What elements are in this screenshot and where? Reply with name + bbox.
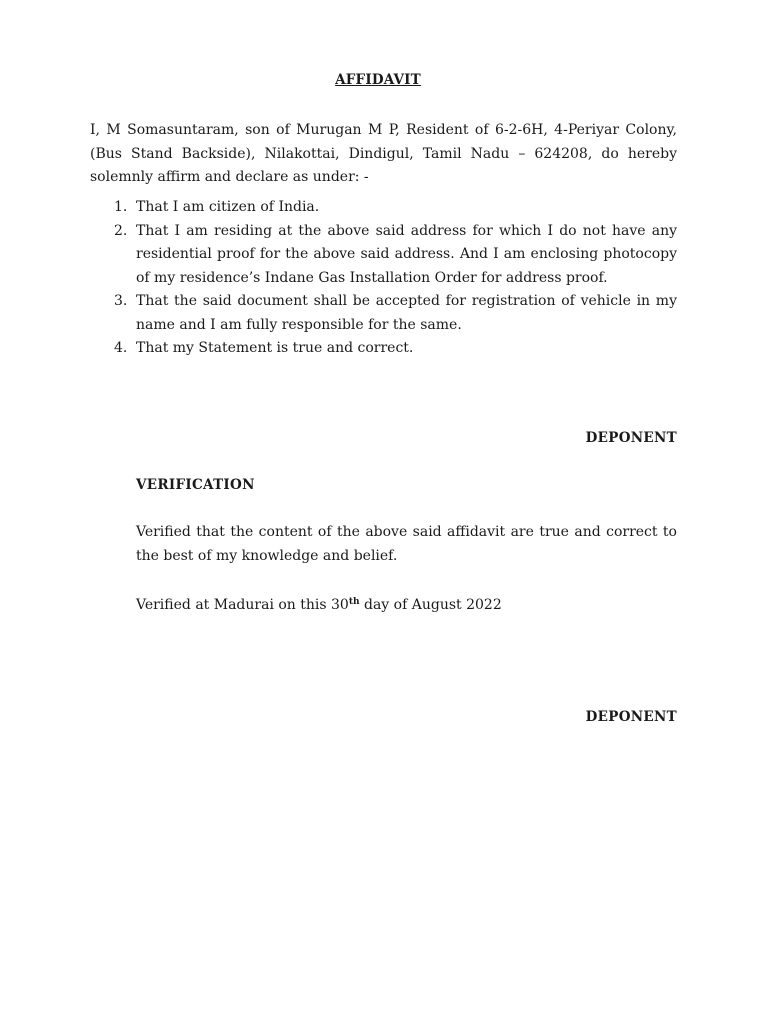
- list-item-text: That the said document shall be accepted for registration of vehicle in my name and I am fully responsible for the same.: [136, 293, 677, 333]
- verification-heading: VERIFICATION: [136, 477, 255, 493]
- title-text: AFFIDAVIT: [335, 72, 421, 88]
- list-item: [90, 220, 677, 291]
- verification-place-suffix: day of August 2022: [359, 597, 502, 613]
- list-item: [90, 290, 677, 337]
- deponent-signature-label-final: DEPONENT: [585, 709, 677, 725]
- list-item-text: That my Statement is true and correct.: [136, 340, 414, 356]
- document-title: [0, 72, 768, 88]
- verification-place-prefix: Verified at Madurai on this 30: [136, 597, 349, 613]
- verification-place-date: [136, 591, 502, 618]
- declaration-list: [90, 196, 677, 361]
- list-item-number: 3.: [114, 293, 128, 309]
- list-item-text: That I am citizen of India.: [136, 199, 320, 215]
- intro-paragraph: I, M Somasuntaram, son of Murugan M P, Resident of 6-2-6H, 4-Periyar Colony, (Bus Stand Backside), Nilakottai, Dindigul, Tamil Nadu – 624208, do hereby solemnly affirm and declare as under: -: [90, 122, 677, 185]
- list-item-number: 1.: [114, 199, 128, 215]
- deponent-signature-label: DEPONENT: [585, 430, 677, 446]
- list-item: [90, 337, 677, 361]
- date-ordinal-suffix: th: [348, 597, 360, 607]
- verification-text: Verified that the content of the above said affidavit are true and correct to the best of my knowledge and belief.: [136, 524, 677, 564]
- list-item-number: 2.: [114, 222, 128, 239]
- list-item-number: 4.: [114, 340, 128, 356]
- list-item-text: That I am residing at the above said address for which I do not have any residential proof for the above said address. And I am enclosing photocopy of my residence’s Indane Gas Installation Order for address proof.: [136, 222, 677, 286]
- list-item: [90, 196, 677, 220]
